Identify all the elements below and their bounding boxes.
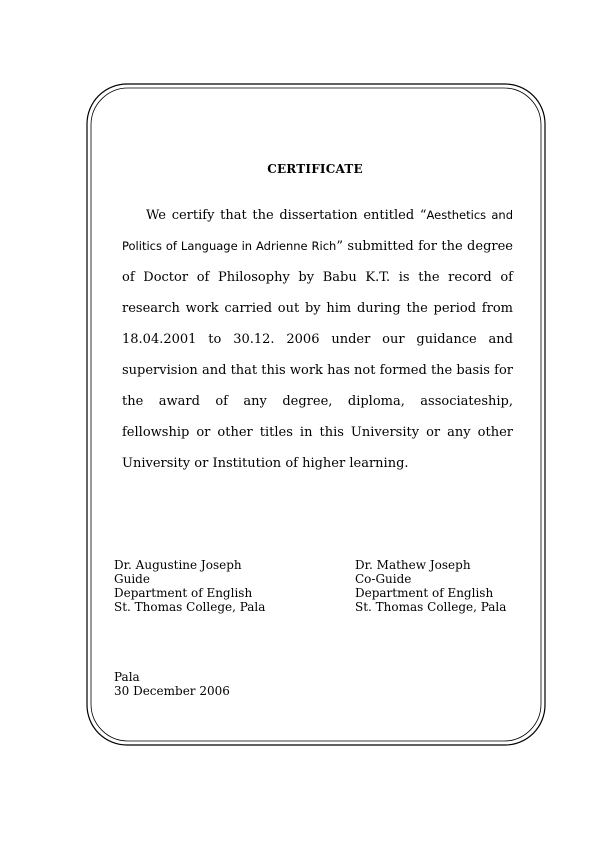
date: 30 December 2006 — [114, 684, 230, 698]
certificate-body — [122, 200, 513, 479]
certificate-title: CERTIFICATE — [267, 162, 363, 176]
place-date-block — [114, 670, 230, 698]
co-guide-role: Co-Guide — [355, 572, 412, 586]
guide-signature-block — [114, 558, 265, 614]
guide-name: Dr. Augustine Joseph — [114, 558, 242, 572]
guide-institution: St. Thomas College, Pala — [114, 600, 266, 614]
co-guide-department: Department of English — [355, 586, 494, 600]
co-guide-institution: St. Thomas College, Pala — [355, 600, 507, 614]
dissertation-title: Aesthetics and Politics of Language in Adrienne Rich — [122, 208, 513, 253]
co-guide-name: Dr. Mathew Joseph — [355, 558, 471, 572]
guide-department: Department of English — [114, 586, 253, 600]
guide-role: Guide — [114, 572, 150, 586]
body-text-part-3: ” submitted for the degree of Doctor of Philosophy by Babu K.T. is the record of research work carried out by him during the period from 18.04.2001 to 30.12. 2006 under our guidance and supervision and that this work has not formed the basis for the award of any degree, diploma, associateship, fellowship or other titles in this University or any other University or Institution of higher learning. — [122, 239, 513, 471]
co-guide-signature-block — [355, 558, 506, 614]
body-text-part-1: We certify that the dissertation entitled “ — [146, 208, 427, 223]
place: Pala — [114, 670, 140, 684]
